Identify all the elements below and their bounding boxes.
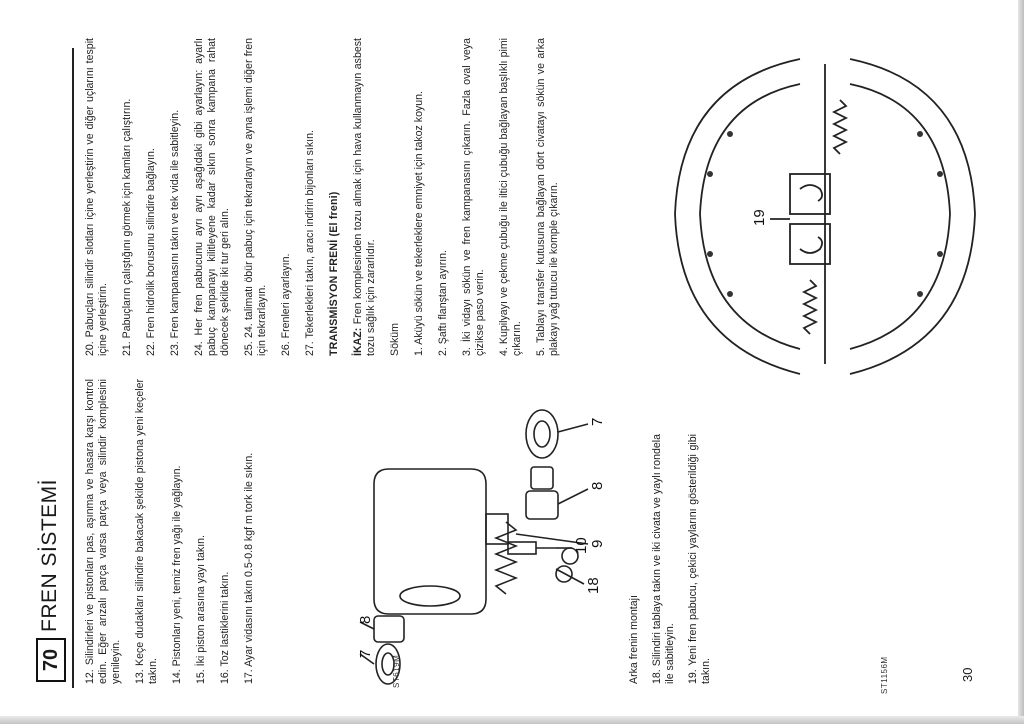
instruction-17: 17. Ayar vidasını takın 0.5-0.8 kgf m tork ile sıkın.: [243, 452, 255, 684]
instruction-20: 20. Pabuçları silindir slotları içine yerleştirin ve diğer uçlarını tespit içine yerleştirin.: [84, 38, 109, 356]
instruction-16: 16. Toz lastiklerini takın.: [219, 571, 231, 684]
instruction-18: 18. Silindiri tablaya takın ve iki civata ve yaylı rondela ile sabitleyin.: [651, 434, 676, 684]
callout-9: 9: [589, 539, 606, 548]
rear-brake-assembly-section: [628, 434, 723, 684]
figure-b-id: ST1156M: [880, 656, 889, 694]
instruction-23: 23. Fren kampanasını takın ve tek vida ile sabitleyin.: [169, 109, 181, 356]
figure-a-id: ST619M: [392, 654, 401, 688]
callout-8-right: 8: [589, 481, 606, 490]
instruction-26: 26. Frenleri ayarlayın.: [280, 253, 292, 356]
instruction-22: 22. Fren hidrolik borusunu silindire bağlayın.: [145, 148, 157, 356]
page-title: FREN SİSTEMİ: [38, 478, 61, 632]
subsection-removal: Söküm: [389, 323, 401, 356]
removal-step-4: 4. Kupilyayı ve çekme çubuğu ile iltici çubuğu bağlayan başlıklı pimi çıkarın.: [498, 38, 523, 356]
callout-19: 19: [751, 209, 768, 226]
callout-18: 18: [585, 577, 602, 594]
instruction-27: 27. Tekerlekleri takın, aracı indirin bijonları sıkın.: [304, 130, 316, 356]
instruction-12: 12. Silindirleri ve pistonları pas, aşınma ve hasara karşı kontrol edin. Eğer arızalı parça varsa parça veya silindir komplesini yenileyin.: [84, 379, 122, 684]
callout-10: 10: [573, 537, 590, 554]
removal-step-1: 1. Aküyü sökün ve tekerleklere emniyet için takoz koyun.: [413, 91, 425, 356]
warning-paragraph: [352, 38, 378, 356]
callout-7-right: 7: [589, 417, 606, 426]
brake-shoe-diagram: [660, 34, 990, 404]
left-column: [84, 379, 267, 684]
page-number: 30: [960, 667, 975, 682]
instruction-25: 25. 24. talimatı öbür pabuç için tekrarlayın ve ayna işlemi diğer fren için tekrarlayın.: [243, 38, 268, 356]
section-title-handbrake: TRANSMİSYON FRENİ (El freni): [328, 191, 340, 356]
wheel-cylinder-exploded-diagram: [356, 374, 606, 694]
instruction-15: 15. İki piston arasına yayı takın.: [195, 535, 207, 684]
right-column: [84, 38, 572, 356]
instruction-21: 21. Pabuçların çalıştığını görmek için kamları çalıştırın.: [121, 98, 133, 356]
warning-label: İKAZ:: [352, 327, 364, 356]
instruction-14: 14. Pistonları yeni, temiz fren yağı ile yağlayın.: [171, 465, 183, 684]
section-number-box: 70: [36, 638, 66, 682]
section-heading-rear-brake: Arka frenin montajı: [628, 595, 640, 684]
removal-step-2: 2. Şaftı flanştan ayırın.: [437, 250, 449, 356]
instruction-19: 19. Yeni fren pabucu, çekici yaylarını gösterildiği gibi takın.: [687, 434, 712, 684]
instruction-13: 13. Keçe dudakları silindire bakacak şekilde pistona yeni keçeler takın.: [134, 379, 159, 684]
scan-edge-right: [1018, 0, 1024, 724]
callout-8-left: 8: [357, 615, 374, 624]
scan-edge-bottom: [0, 716, 1024, 724]
warning-text: Fren komplesinden tozu almak için hava kullanmayın asbest tozu sağlık için zararlıdır.: [352, 38, 377, 356]
removal-step-3: 3. İki vidayı sökün ve fren kampanasını çıkarın. Fazla oval veya çizikse paso verin.: [461, 38, 486, 356]
header-rule: [72, 48, 74, 688]
callout-7-left: 7: [357, 649, 374, 658]
instruction-24: 24. Her fren pabucunu ayrı ayrı aşağıdaki gibi ayarlayın: ayarlı pabuç kampanayı kilitleyene kadar sıkın sonra kampana rahat dönecek şekilde iki tur geri alın.: [193, 38, 231, 356]
removal-step-5: 5. Tablayı transfer kutusuna bağlayan dört civatayı sökün ve arka plakayı yağ tutucu ile komple çıkarın.: [535, 38, 560, 356]
